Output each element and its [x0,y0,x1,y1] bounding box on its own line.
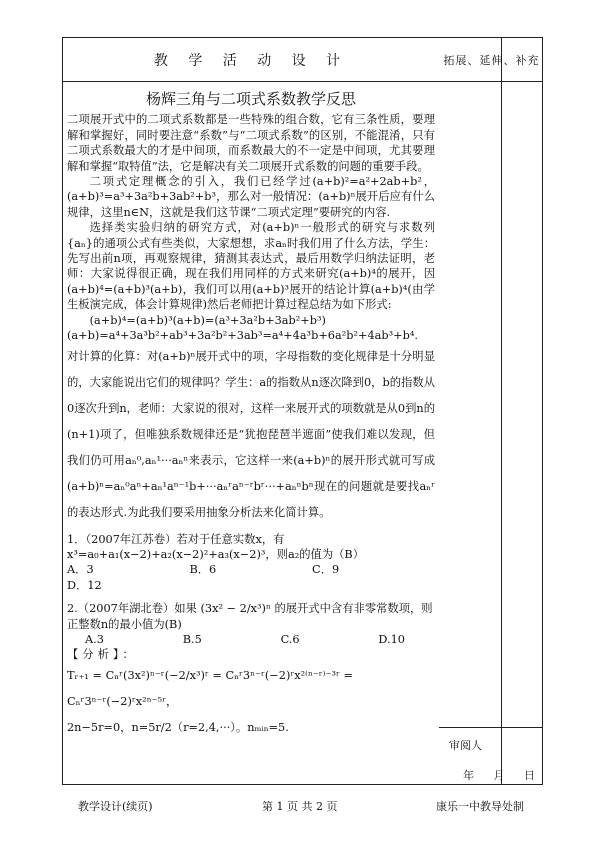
q1-option-c: C．9 [312,563,340,577]
main-column-title: 教 学 活 动 设 计 [153,53,349,69]
question-2-stem-a: 2.（2007年湖北卷）如果 [67,602,197,616]
header-divider [63,81,542,82]
lesson-design-table [62,37,543,785]
analysis-label: 【分析】： [67,648,138,662]
question-2-binomial-formula: (3x² − 2/x³)ⁿ [200,602,271,616]
q2-option-c: C.6 [280,632,300,646]
analysis-line-2: 2n−5r=0，n=5r/2（r=2,4,···）。nₘᵢₙ=5. [67,720,289,734]
document-title: 杨辉三角与二项式系数教学反思 [145,90,356,108]
paragraph-3: 选择类实验归纳的研究方式，对(a+b)ⁿ一般形式的研究与求数列{aₙ}的通项公式有些类似，大家想想，求aₙ时我们用了什么方法，学生：先写出前n项，再观察规律，猜测其表达式，最后用数学归纳法证明，老师：大家说得很正确，现在我们用同样的方式来研究(a+b)⁴的展开，因(a+b)⁴=(a+b)³(a+b)，我们可以用(a+b)³展开的结论计算(a+b)⁴(由学生板演完成，体会计算规律)然后老师把计算过程总结为如下形式: [67,221,435,312]
paragraph-2: 二项式定理概念的引入，我们已经学过(a+b)²=a²+2ab+b²，(a+b)³=a³+3a²b+3ab²+b³，那么对一般情况：(a+b)ⁿ展开后应有什么规律，这里n∈N，这就是我们这节课“二项式定理”要研究的内容. [67,175,435,219]
q2-option-a: A.3 [85,632,104,646]
question-1-options [67,562,435,577]
question-2-options [67,632,435,647]
question-1-stem: 1．（2007年江苏卷）若对于任意实数x，有 [67,532,285,546]
paragraph-1: 二项展开式中的二项式系数都是一些特殊的组合数，它有三条性质，要理解和掌握好，同时要注意“系数”与“二项式系数”的区别，不能混淆，只有二项式系数最大的才是中间项，而系数最大的不一定是中间项，尤其要理解和掌握“取特值”法，它是解决有关二项展开式系数的问题的重要手段。 [67,113,435,173]
q1-option-a: A．3 [67,563,94,577]
paragraph-5: 对计算的化算：对(a+b)ⁿ展开式中的项，字母指数的变化规律是十分明显的，大家能说出它们的规律吗？学生：a的指数从n逐次降到0，b的指数从0逐次升到n，老师：大家说的很对，这样一来展开式的项数就是从0到n的(n+1)项了，但唯独系数规律还是“犹抱琵琶半遮面”使我们难以发现，但我们仍可用aₙ⁰,aₙ¹···aₙⁿ来表示，它这样一来(a+b)ⁿ的展开形式就可写成(a+b)ⁿ=aₙ⁰aⁿ+aₙ¹aⁿ⁻¹b+···aₙʳaⁿ⁻ʳbʳ···+aₙⁿbⁿ现在的问题就是要找aₙʳ的表达形式.为此我们要采用抽象分析法来化简计算。 [67,349,435,519]
footer-right: 康乐一中教导处制 [436,800,524,813]
question-1-formula: x³=a₀+a₁(x−2)+a₂(x−2)²+a₃(x−2)³，则a₂的值为（B） [67,547,365,561]
column-divider [501,38,502,784]
q1-option-b: B．6 [189,563,217,577]
footer-page-number: 第 1 页 共 2 页 [262,800,338,813]
lesson-content [67,88,435,741]
q1-option-d: D．12 [67,578,102,592]
reviewer-divider [439,727,542,728]
question-2-stem-b: 的展开式中含有非零常数项，则正整数n的最小值为(B) [67,602,433,631]
q2-option-d: D.10 [378,632,405,646]
side-column-title: 拓展、延伸、补充 [443,54,540,67]
review-date: 年 月 日 [463,769,535,782]
question-2-stem [67,601,435,632]
analysis-line-1: Tᵣ₊₁ = Cₙʳ(3x²)ⁿ⁻ʳ(−2/x³)ʳ = Cₙʳ3ⁿ⁻ʳ(−2)ʳx²⁽ⁿ⁻ʳ⁾⁻³ʳ = Cₙʳ3ⁿ⁻ʳ(−2)ʳx²ⁿ⁻⁵ʳ， [67,668,353,708]
footer-left: 教学设计(续页) [78,800,153,813]
reviewer-label: 审阅人 [449,739,482,752]
paragraph-expansion: (a+b)⁴=(a+b)³(a+b)=(a³+3a²b+3ab²+b³)(a+b)=a⁴+3a³b²+ab³+3a²b²+3ab³=a⁴+4a³b+6a²b²+4ab³+b⁴. [67,313,418,343]
q2-option-b: B.5 [182,632,202,646]
